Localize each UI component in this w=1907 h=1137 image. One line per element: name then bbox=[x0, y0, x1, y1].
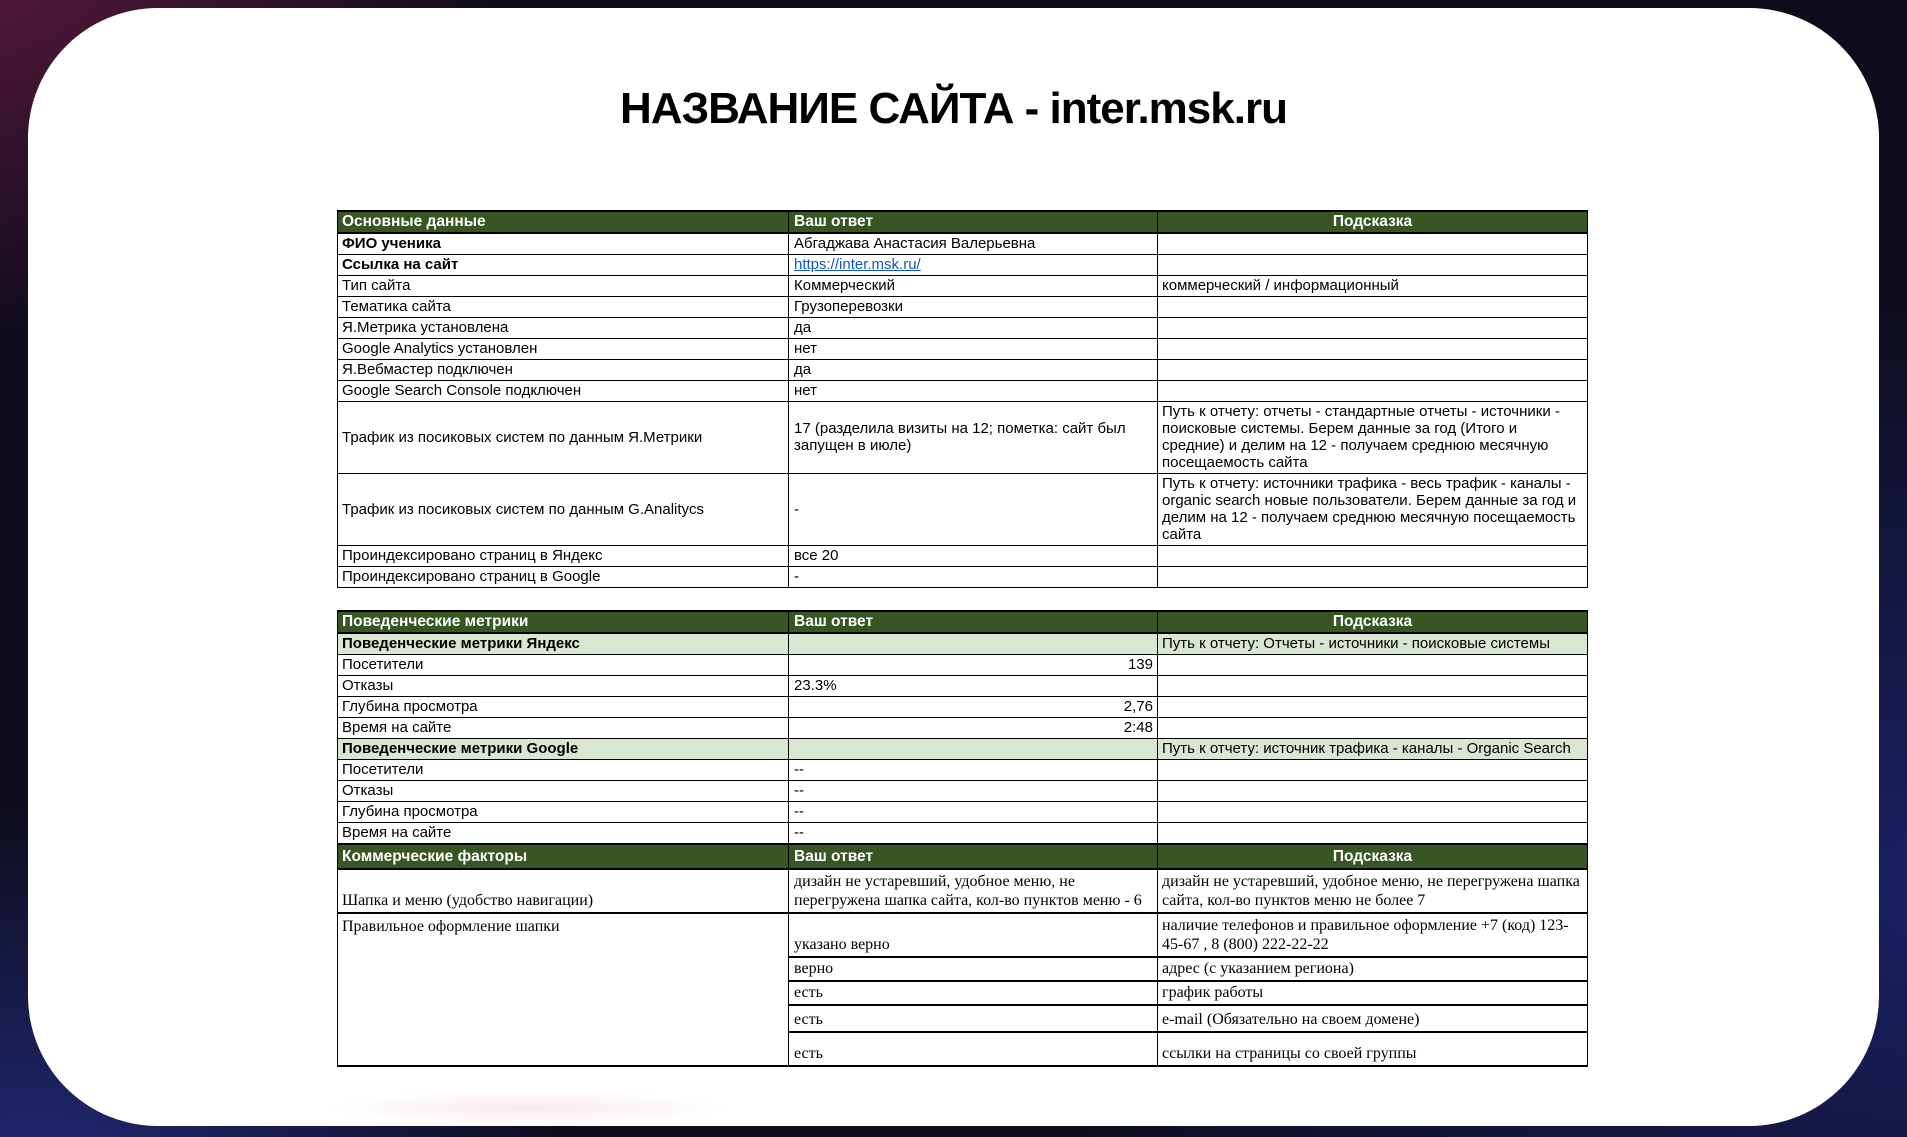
table-row bbox=[338, 633, 1588, 655]
section-header-row-osnovnye-dannye bbox=[338, 211, 1588, 233]
row-label-cell: Ссылка на сайт bbox=[338, 255, 789, 276]
row-label-cell: Я.Метрика установлена bbox=[338, 318, 789, 339]
row-hint-cell bbox=[1158, 781, 1588, 802]
table-osnovnye-dannye bbox=[337, 210, 1588, 588]
row-hint-cell: Путь к отчету: Отчеты - источники - поисковые системы bbox=[1158, 633, 1588, 655]
row-hint-cell: Путь к отчету: источники трафика - весь трафик - каналы - organic search новые пользователи. Берем данные за год и делим на 12 - получаем среднюю месячную посещаемость сайта bbox=[1158, 474, 1588, 546]
row-hint-cell: наличие телефонов и правильное оформление +7 (код) 123-45-67 , 8 (800) 222-22-22 bbox=[1158, 913, 1588, 957]
section-header-cell: Подсказка bbox=[1158, 844, 1588, 869]
row-hint-cell: Путь к отчету: отчеты - стандартные отчеты - источники - поисковые системы. Берем данные за год (Итого и средние) и делим на 12 - получаем среднюю месячную посещаемость сайта bbox=[1158, 402, 1588, 474]
table-row bbox=[338, 739, 1588, 760]
row-hint-cell bbox=[1158, 297, 1588, 318]
section-header-cell: Поведенческие метрики bbox=[338, 611, 789, 633]
table-row bbox=[338, 474, 1588, 546]
section-header-cell: Подсказка bbox=[1158, 611, 1588, 633]
table-row bbox=[338, 676, 1588, 697]
row-hint-cell bbox=[1158, 655, 1588, 676]
row-answer-cell: есть bbox=[789, 981, 1158, 1005]
row-hint-cell bbox=[1158, 255, 1588, 276]
row-hint-cell: дизайн не устаревший, удобное меню, не перегружена шапка сайта, кол-во пунктов меню не более 7 bbox=[1158, 869, 1588, 913]
section-header-row-povedencheskie-metriki bbox=[338, 611, 1588, 633]
row-answer-cell: Грузоперевозки bbox=[789, 297, 1158, 318]
row-answer-cell: 23.3% bbox=[789, 676, 1158, 697]
row-label-cell: Посетители bbox=[338, 760, 789, 781]
row-label-cell: Правильное оформление шапки bbox=[338, 913, 789, 1066]
section-header-cell: Ваш ответ bbox=[789, 211, 1158, 233]
row-answer-cell: верно bbox=[789, 957, 1158, 981]
row-answer-cell: - bbox=[789, 474, 1158, 546]
row-answer-cell: 139 bbox=[789, 655, 1158, 676]
table-row bbox=[338, 339, 1588, 360]
row-hint-cell bbox=[1158, 381, 1588, 402]
row-label-cell: Я.Вебмастер подключен bbox=[338, 360, 789, 381]
table-row bbox=[338, 360, 1588, 381]
row-label-cell: Тематика сайта bbox=[338, 297, 789, 318]
row-answer-cell: 17 (разделила визиты на 12; пометка: сайт был запущен в июле) bbox=[789, 402, 1158, 474]
row-hint-cell bbox=[1158, 718, 1588, 739]
row-label-cell: Тип сайта bbox=[338, 276, 789, 297]
card-reflection bbox=[328, 1090, 728, 1126]
row-label-cell: Поведенческие метрики Google bbox=[338, 739, 789, 760]
row-hint-cell bbox=[1158, 760, 1588, 781]
row-answer-cell: 2:48 bbox=[789, 718, 1158, 739]
row-label-cell: Глубина просмотра bbox=[338, 697, 789, 718]
row-answer-cell bbox=[789, 739, 1158, 760]
table-metriki-i-faktory bbox=[337, 610, 1588, 1067]
row-hint-cell: адрес (с указанием региона) bbox=[1158, 957, 1588, 981]
table-row bbox=[338, 381, 1588, 402]
row-answer-cell: - bbox=[789, 567, 1158, 588]
row-hint-cell: коммерческий / информационный bbox=[1158, 276, 1588, 297]
row-hint-cell bbox=[1158, 567, 1588, 588]
table-row bbox=[338, 697, 1588, 718]
section-header-cell: Основные данные bbox=[338, 211, 789, 233]
row-answer-cell: дизайн не устаревший, удобное меню, не перегружена шапка сайта, кол-во пунктов меню - 6 bbox=[789, 869, 1158, 913]
site-link[interactable]: https://inter.msk.ru/ bbox=[794, 256, 921, 273]
row-hint-cell bbox=[1158, 360, 1588, 381]
table-row bbox=[338, 402, 1588, 474]
table-row bbox=[338, 233, 1588, 255]
table-row bbox=[338, 318, 1588, 339]
row-answer-cell bbox=[789, 633, 1158, 655]
row-answer-cell: -- bbox=[789, 760, 1158, 781]
row-answer-cell: нет bbox=[789, 339, 1158, 360]
row-label-cell: Проиндексировано страниц в Google bbox=[338, 567, 789, 588]
row-answer-cell: 2,76 bbox=[789, 697, 1158, 718]
row-hint-cell: Путь к отчету: источник трафика - каналы - Organic Search bbox=[1158, 739, 1588, 760]
section-header-cell: Ваш ответ bbox=[789, 844, 1158, 869]
row-label-cell: Проиндексировано страниц в Яндекс bbox=[338, 546, 789, 567]
row-answer-cell: указано верно bbox=[789, 913, 1158, 957]
row-answer-cell bbox=[789, 255, 1158, 276]
table-row bbox=[338, 655, 1588, 676]
row-answer-cell: есть bbox=[789, 1032, 1158, 1066]
row-answer-cell: да bbox=[789, 318, 1158, 339]
row-hint-cell: график работы bbox=[1158, 981, 1588, 1005]
table-row bbox=[338, 567, 1588, 588]
table-gap bbox=[337, 588, 1593, 610]
row-answer-cell: Абгаджава Анастасия Валерьевна bbox=[789, 233, 1158, 255]
row-hint-cell bbox=[1158, 676, 1588, 697]
row-label-cell: ФИО ученика bbox=[338, 233, 789, 255]
row-label-cell: Отказы bbox=[338, 781, 789, 802]
row-label-cell: Трафик из посиковых систем по данным G.Analitycs bbox=[338, 474, 789, 546]
row-hint-cell: ссылки на страницы со своей группы bbox=[1158, 1032, 1588, 1066]
row-hint-cell bbox=[1158, 697, 1588, 718]
table-row bbox=[338, 718, 1588, 739]
table-row bbox=[338, 297, 1588, 318]
row-hint-cell bbox=[1158, 546, 1588, 567]
row-hint-cell bbox=[1158, 233, 1588, 255]
table-row bbox=[338, 276, 1588, 297]
row-hint-cell bbox=[1158, 802, 1588, 823]
row-hint-cell: e-mail (Обязательно на своем домене) bbox=[1158, 1005, 1588, 1032]
row-label-cell: Google Analytics установлен bbox=[338, 339, 789, 360]
table-row bbox=[338, 781, 1588, 802]
row-label-cell: Время на сайте bbox=[338, 718, 789, 739]
row-label-cell: Время на сайте bbox=[338, 823, 789, 845]
section-header-cell: Ваш ответ bbox=[789, 611, 1158, 633]
row-answer-cell: Коммерческий bbox=[789, 276, 1158, 297]
table-row bbox=[338, 802, 1588, 823]
row-answer-cell: -- bbox=[789, 823, 1158, 845]
audit-table-sheet bbox=[337, 210, 1593, 1072]
row-answer-cell: нет bbox=[789, 381, 1158, 402]
section-header-row-kommercheskie-faktory bbox=[338, 844, 1588, 869]
row-answer-cell: -- bbox=[789, 781, 1158, 802]
row-label-cell: Шапка и меню (удобство навигации) bbox=[338, 869, 789, 913]
row-answer-cell: -- bbox=[789, 802, 1158, 823]
row-label-cell: Посетители bbox=[338, 655, 789, 676]
row-label-cell: Отказы bbox=[338, 676, 789, 697]
row-hint-cell bbox=[1158, 823, 1588, 845]
row-answer-cell: да bbox=[789, 360, 1158, 381]
section-header-cell: Подсказка bbox=[1158, 211, 1588, 233]
row-hint-cell bbox=[1158, 339, 1588, 360]
page-title: НАЗВАНИЕ САЙТА - inter.msk.ru bbox=[620, 84, 1287, 133]
row-label-cell: Глубина просмотра bbox=[338, 802, 789, 823]
section-header-cell: Коммерческие факторы bbox=[338, 844, 789, 869]
table-row bbox=[338, 255, 1588, 276]
row-label-cell: Поведенческие метрики Яндекс bbox=[338, 633, 789, 655]
table-row bbox=[338, 760, 1588, 781]
row-label-cell: Google Search Console подключен bbox=[338, 381, 789, 402]
row-label-cell: Трафик из посиковых систем по данным Я.Метрики bbox=[338, 402, 789, 474]
row-hint-cell bbox=[1158, 318, 1588, 339]
table-row bbox=[338, 913, 1588, 957]
table-row bbox=[338, 869, 1588, 913]
table-row bbox=[338, 823, 1588, 845]
row-answer-cell: все 20 bbox=[789, 546, 1158, 567]
table-row bbox=[338, 546, 1588, 567]
row-answer-cell: есть bbox=[789, 1005, 1158, 1032]
